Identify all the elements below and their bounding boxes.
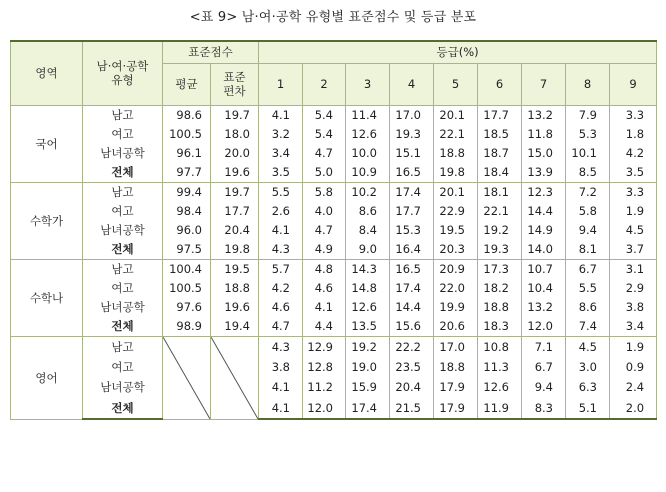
- grade-cell-6: 18.8: [478, 298, 522, 317]
- header-type-line2: 유형: [111, 73, 134, 88]
- grade-cell-3: 19.0: [346, 357, 390, 377]
- grade-cell-5: 19.8: [434, 163, 478, 183]
- grade-cell-9: 3.4: [610, 317, 657, 337]
- grade-cell-1: 2.6: [259, 202, 303, 221]
- grade-cell-5: 22.1: [434, 125, 478, 144]
- grade-cell-3: 8.4: [346, 221, 390, 240]
- header-grade-6: 6: [478, 63, 522, 105]
- sd-cell: 19.4: [211, 317, 259, 337]
- diagonal-slash-icon: [211, 337, 258, 419]
- header-grade-4: 4: [390, 63, 434, 105]
- grade-cell-2: 4.8: [303, 259, 346, 279]
- grade-cell-5: 18.8: [434, 357, 478, 377]
- grade-cell-9: 1.9: [610, 202, 657, 221]
- mean-cell: 97.7: [163, 163, 211, 183]
- grade-cell-9: 1.8: [610, 125, 657, 144]
- type-cell: 남고: [83, 259, 163, 279]
- grade-cell-1: 4.3: [259, 336, 303, 357]
- grade-cell-9: 3.1: [610, 259, 657, 279]
- sd-cell: 18.8: [211, 279, 259, 298]
- subject-cell: 영어: [11, 336, 83, 419]
- grade-cell-3: 17.4: [346, 398, 390, 419]
- type-cell: 남고: [83, 336, 163, 357]
- grade-cell-6: 17.3: [478, 259, 522, 279]
- header-sd-line1: 표준: [223, 70, 246, 84]
- grade-cell-3: 10.9: [346, 163, 390, 183]
- grade-cell-4: 21.5: [390, 398, 434, 419]
- grade-cell-9: 4.5: [610, 221, 657, 240]
- grade-cell-4: 17.7: [390, 202, 434, 221]
- grade-cell-3: 8.6: [346, 202, 390, 221]
- grade-cell-5: 19.9: [434, 298, 478, 317]
- grade-cell-6: 11.3: [478, 357, 522, 377]
- grade-cell-4: 17.0: [390, 105, 434, 125]
- grade-cell-4: 16.5: [390, 163, 434, 183]
- grade-cell-8: 6.7: [566, 259, 610, 279]
- table-row: [11, 377, 657, 397]
- table-row: [11, 105, 657, 125]
- table-header: [11, 41, 657, 105]
- grade-cell-4: 16.5: [390, 259, 434, 279]
- table-row: [11, 240, 657, 260]
- grade-cell-2: 4.0: [303, 202, 346, 221]
- grade-cell-6: 22.1: [478, 202, 522, 221]
- grade-cell-2: 5.4: [303, 105, 346, 125]
- mean-cell: 100.5: [163, 125, 211, 144]
- header-grade-8: 8: [566, 63, 610, 105]
- grade-cell-6: 11.9: [478, 398, 522, 419]
- sd-cell: 19.6: [211, 163, 259, 183]
- table-row: [11, 202, 657, 221]
- table-row: [11, 317, 657, 337]
- grade-cell-6: 18.2: [478, 279, 522, 298]
- sd-cell: 19.5: [211, 259, 259, 279]
- grade-cell-6: 12.6: [478, 377, 522, 397]
- table-caption: <표 9> 남·여·공학 유형별 표준점수 및 등급 분포: [189, 10, 477, 25]
- grade-cell-5: 20.6: [434, 317, 478, 337]
- grade-cell-5: 19.5: [434, 221, 478, 240]
- grade-cell-5: 22.0: [434, 279, 478, 298]
- grade-cell-5: 22.9: [434, 202, 478, 221]
- grade-cell-3: 10.2: [346, 182, 390, 202]
- grade-cell-5: 17.9: [434, 398, 478, 419]
- header-sd-line2: 편차: [223, 84, 246, 98]
- grade-cell-9: 3.7: [610, 240, 657, 260]
- mean-cell: 98.6: [163, 105, 211, 125]
- grade-cell-6: 19.3: [478, 240, 522, 260]
- grade-cell-6: 10.8: [478, 336, 522, 357]
- subject-cell: 수학나: [11, 259, 83, 336]
- type-cell: 남녀공학: [83, 221, 163, 240]
- grade-cell-8: 5.5: [566, 279, 610, 298]
- mean-cell: 98.9: [163, 317, 211, 337]
- sd-na-cell: [211, 336, 259, 419]
- grade-cell-2: 12.8: [303, 357, 346, 377]
- header-grade-2: 2: [303, 63, 346, 105]
- header-grade-7: 7: [522, 63, 566, 105]
- grade-cell-2: 4.7: [303, 144, 346, 163]
- grade-cell-1: 4.3: [259, 240, 303, 260]
- grade-cell-7: 14.9: [522, 221, 566, 240]
- grade-cell-9: 3.3: [610, 182, 657, 202]
- grade-cell-9: 3.3: [610, 105, 657, 125]
- grade-cell-5: 17.9: [434, 377, 478, 397]
- type-cell: 여고: [83, 125, 163, 144]
- grade-cell-6: 18.5: [478, 125, 522, 144]
- grade-cell-9: 0.9: [610, 357, 657, 377]
- grade-cell-8: 8.1: [566, 240, 610, 260]
- table-row: [11, 221, 657, 240]
- subject-cell: 국어: [11, 105, 83, 182]
- grade-cell-1: 4.1: [259, 377, 303, 397]
- grade-cell-5: 20.1: [434, 105, 478, 125]
- grade-cell-3: 12.6: [346, 125, 390, 144]
- grade-cell-3: 19.2: [346, 336, 390, 357]
- grade-cell-6: 18.7: [478, 144, 522, 163]
- grade-cell-9: 2.9: [610, 279, 657, 298]
- grade-cell-7: 10.4: [522, 279, 566, 298]
- sd-cell: 17.7: [211, 202, 259, 221]
- mean-cell: 99.4: [163, 182, 211, 202]
- grade-cell-7: 14.0: [522, 240, 566, 260]
- grade-cell-7: 12.3: [522, 182, 566, 202]
- grade-cell-6: 18.4: [478, 163, 522, 183]
- grade-cell-1: 4.1: [259, 398, 303, 419]
- header-grade-3: 3: [346, 63, 390, 105]
- grade-cell-8: 5.3: [566, 125, 610, 144]
- grade-cell-9: 2.0: [610, 398, 657, 419]
- grade-cell-1: 3.5: [259, 163, 303, 183]
- sd-cell: 18.0: [211, 125, 259, 144]
- grade-cell-7: 6.7: [522, 357, 566, 377]
- mean-na-cell: [163, 336, 211, 419]
- grade-cell-2: 4.9: [303, 240, 346, 260]
- header-sd: [211, 63, 259, 105]
- grade-cell-5: 20.3: [434, 240, 478, 260]
- mean-cell: 100.4: [163, 259, 211, 279]
- mean-cell: 98.4: [163, 202, 211, 221]
- grade-cell-3: 15.9: [346, 377, 390, 397]
- grade-cell-1: 4.7: [259, 317, 303, 337]
- grade-cell-2: 4.4: [303, 317, 346, 337]
- type-cell: 여고: [83, 202, 163, 221]
- grade-cell-9: 2.4: [610, 377, 657, 397]
- grade-cell-8: 7.2: [566, 182, 610, 202]
- grade-cell-5: 20.9: [434, 259, 478, 279]
- grade-cell-4: 15.3: [390, 221, 434, 240]
- grade-cell-1: 3.8: [259, 357, 303, 377]
- grade-cell-9: 3.5: [610, 163, 657, 183]
- type-cell: 전체: [83, 398, 163, 419]
- grade-cell-8: 4.5: [566, 336, 610, 357]
- grade-cell-3: 10.0: [346, 144, 390, 163]
- grade-cell-7: 15.0: [522, 144, 566, 163]
- grade-cell-7: 8.3: [522, 398, 566, 419]
- type-cell: 남고: [83, 105, 163, 125]
- type-cell: 남녀공학: [83, 144, 163, 163]
- grade-cell-6: 17.7: [478, 105, 522, 125]
- grade-cell-4: 15.1: [390, 144, 434, 163]
- grade-cell-7: 7.1: [522, 336, 566, 357]
- grade-cell-6: 18.1: [478, 182, 522, 202]
- grade-cell-1: 4.6: [259, 298, 303, 317]
- header-grade: 등급(%): [259, 41, 657, 63]
- header-std-score: 표준점수: [163, 41, 259, 63]
- header-grade-1: 1: [259, 63, 303, 105]
- grade-cell-1: 5.7: [259, 259, 303, 279]
- sd-cell: 19.7: [211, 182, 259, 202]
- mean-cell: 97.6: [163, 298, 211, 317]
- grade-cell-8: 3.0: [566, 357, 610, 377]
- grade-cell-1: 4.1: [259, 105, 303, 125]
- grade-cell-4: 20.4: [390, 377, 434, 397]
- grade-cell-8: 7.9: [566, 105, 610, 125]
- mean-cell: 97.5: [163, 240, 211, 260]
- mean-cell: 100.5: [163, 279, 211, 298]
- grade-cell-1: 4.2: [259, 279, 303, 298]
- sd-cell: 19.8: [211, 240, 259, 260]
- type-cell: 전체: [83, 317, 163, 337]
- grade-cell-7: 10.7: [522, 259, 566, 279]
- sd-cell: 19.6: [211, 298, 259, 317]
- grade-cell-4: 15.6: [390, 317, 434, 337]
- header-grade-9: 9: [610, 63, 657, 105]
- grade-cell-5: 17.0: [434, 336, 478, 357]
- header-area: 영역: [11, 41, 83, 105]
- grade-cell-4: 19.3: [390, 125, 434, 144]
- table-row: [11, 163, 657, 183]
- table-row: [11, 398, 657, 419]
- grade-cell-4: 16.4: [390, 240, 434, 260]
- grade-cell-8: 6.3: [566, 377, 610, 397]
- sd-cell: 20.0: [211, 144, 259, 163]
- type-cell: 전체: [83, 240, 163, 260]
- type-cell: 남녀공학: [83, 298, 163, 317]
- grade-cell-2: 12.0: [303, 398, 346, 419]
- grade-cell-3: 9.0: [346, 240, 390, 260]
- header-type: [83, 41, 163, 105]
- grade-cell-3: 12.6: [346, 298, 390, 317]
- grade-cell-1: 5.5: [259, 182, 303, 202]
- grade-cell-4: 17.4: [390, 182, 434, 202]
- grade-cell-4: 23.5: [390, 357, 434, 377]
- grade-cell-9: 4.2: [610, 144, 657, 163]
- header-grade-5: 5: [434, 63, 478, 105]
- grade-cell-1: 3.4: [259, 144, 303, 163]
- mean-cell: 96.0: [163, 221, 211, 240]
- type-cell: 여고: [83, 279, 163, 298]
- grade-cell-4: 17.4: [390, 279, 434, 298]
- grade-cell-2: 5.4: [303, 125, 346, 144]
- mean-cell: 96.1: [163, 144, 211, 163]
- grade-cell-7: 14.4: [522, 202, 566, 221]
- grade-cell-2: 4.7: [303, 221, 346, 240]
- table-row: [11, 336, 657, 357]
- table-row: [11, 298, 657, 317]
- grade-cell-7: 9.4: [522, 377, 566, 397]
- grade-cell-3: 13.5: [346, 317, 390, 337]
- grade-distribution-table: [10, 40, 657, 420]
- grade-cell-1: 3.2: [259, 125, 303, 144]
- grade-cell-8: 8.6: [566, 298, 610, 317]
- grade-cell-4: 14.4: [390, 298, 434, 317]
- type-cell: 남고: [83, 182, 163, 202]
- table-row: [11, 279, 657, 298]
- header-mean: 평균: [163, 63, 211, 105]
- grade-cell-6: 18.3: [478, 317, 522, 337]
- diagonal-slash-icon: [163, 337, 210, 419]
- grade-cell-9: 1.9: [610, 336, 657, 357]
- grade-cell-6: 19.2: [478, 221, 522, 240]
- table-row: [11, 125, 657, 144]
- table-row: [11, 259, 657, 279]
- grade-cell-5: 20.1: [434, 182, 478, 202]
- type-cell: 여고: [83, 357, 163, 377]
- grade-cell-4: 22.2: [390, 336, 434, 357]
- grade-cell-5: 18.8: [434, 144, 478, 163]
- table-body: [11, 105, 657, 419]
- grade-cell-9: 3.8: [610, 298, 657, 317]
- grade-cell-8: 5.8: [566, 202, 610, 221]
- grade-cell-3: 11.4: [346, 105, 390, 125]
- type-cell: 전체: [83, 163, 163, 183]
- grade-cell-3: 14.8: [346, 279, 390, 298]
- subject-cell: 수학가: [11, 182, 83, 259]
- grade-cell-2: 4.1: [303, 298, 346, 317]
- grade-cell-3: 14.3: [346, 259, 390, 279]
- table-row: [11, 357, 657, 377]
- table-row: [11, 182, 657, 202]
- sd-cell: 19.7: [211, 105, 259, 125]
- type-cell: 남녀공학: [83, 377, 163, 397]
- grade-cell-8: 10.1: [566, 144, 610, 163]
- grade-cell-2: 12.9: [303, 336, 346, 357]
- grade-cell-2: 5.8: [303, 182, 346, 202]
- grade-cell-8: 9.4: [566, 221, 610, 240]
- grade-cell-2: 5.0: [303, 163, 346, 183]
- grade-cell-1: 4.1: [259, 221, 303, 240]
- grade-cell-8: 5.1: [566, 398, 610, 419]
- grade-cell-2: 11.2: [303, 377, 346, 397]
- sd-cell: 20.4: [211, 221, 259, 240]
- grade-cell-7: 13.2: [522, 298, 566, 317]
- table-row: [11, 144, 657, 163]
- grade-cell-7: 13.2: [522, 105, 566, 125]
- grade-cell-7: 12.0: [522, 317, 566, 337]
- grade-cell-7: 11.8: [522, 125, 566, 144]
- grade-cell-8: 7.4: [566, 317, 610, 337]
- grade-cell-2: 4.6: [303, 279, 346, 298]
- header-type-line1: 남·여·공학: [96, 59, 149, 74]
- grade-cell-7: 13.9: [522, 163, 566, 183]
- grade-cell-8: 8.5: [566, 163, 610, 183]
